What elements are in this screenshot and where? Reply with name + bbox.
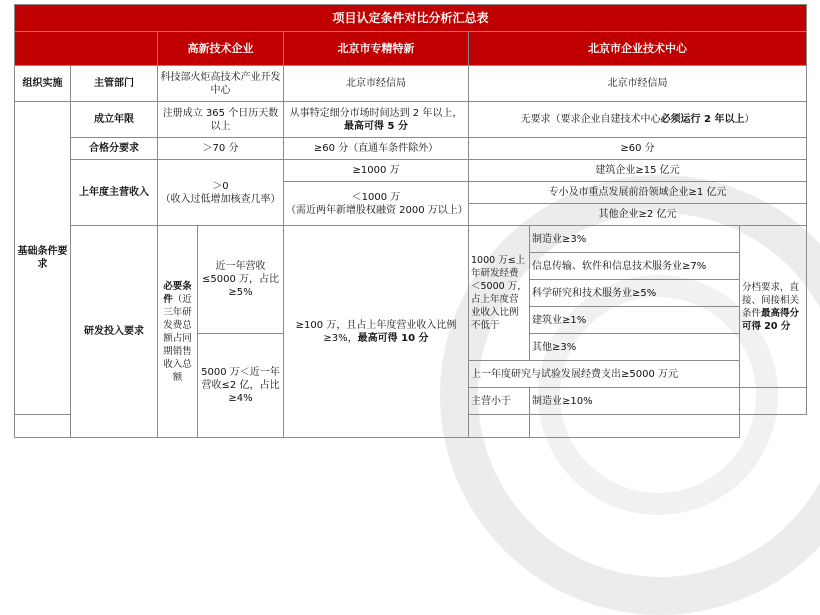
center-years-close: ）	[744, 114, 755, 125]
center-rd-note-continued	[740, 388, 807, 415]
center-years-text: 无要求（要求企业自建技术中心	[520, 114, 661, 125]
zjtx-revenue-2	[284, 182, 469, 226]
zjtx-authority: 北京市经信局	[284, 66, 469, 102]
header-blank	[15, 32, 158, 66]
rd-cond-bold: 必要条件	[163, 280, 192, 305]
center-rd-item-5: 其他≥3%	[530, 334, 740, 361]
center-rd-sub-item: 制造业≥10%	[530, 388, 740, 415]
center-rd-blank-c	[530, 415, 740, 438]
label-revenue: 上年度主营收入	[71, 160, 158, 226]
hightech-score: ＞70 分	[158, 138, 284, 160]
center-rd-note-bold: 最高得分可得 20 分	[742, 307, 800, 332]
group-org: 组织实施	[15, 66, 71, 102]
group-basic: 基础条件要求	[15, 102, 71, 415]
label-score: 合格分要求	[71, 138, 158, 160]
zjtx-rd-text: ≥100 万，且占上年度营业收入比例≥3%，	[295, 319, 457, 344]
zjtx-revenue-1: ≥1000 万	[284, 160, 469, 182]
center-rd-item-4: 建筑业≥1%	[530, 307, 740, 334]
row-years	[15, 102, 807, 138]
center-rd-item-3: 科学研究和技术服务业≥5%	[530, 280, 740, 307]
hightech-rd-tier-1: 近一年营收≤5000 万，占比≥5%	[198, 226, 284, 334]
center-rd-note-text: 分档要求，直接、间接相关条件	[742, 281, 800, 319]
center-rd-blank-b	[469, 415, 530, 438]
center-rd-item-2: 信息传输、软件和信息技术服务业≥7%	[530, 253, 740, 280]
center-rd-item-1: 制造业≥3%	[530, 226, 740, 253]
header-hightech: 高新技术企业	[158, 32, 284, 66]
hightech-rd-condition	[158, 226, 198, 438]
hightech-revenue-main: ＞0	[212, 180, 229, 192]
zjtx-rd	[284, 226, 469, 438]
header-row	[15, 32, 807, 66]
center-rd-note	[740, 226, 807, 388]
rd-cond-text: （近三年研发费总额占同期销售收入总额	[163, 293, 192, 383]
center-authority: 北京市经信局	[469, 66, 807, 102]
page-title: 项目认定条件对比分析汇总表	[15, 5, 807, 32]
center-rd-sub-label: 主营小于	[469, 388, 530, 415]
hightech-revenue-note: （收入过低增加核查几率）	[160, 193, 281, 205]
header-zjtx: 北京市专精特新	[284, 32, 469, 66]
hightech-authority: 科技部火炬高技术产业开发中心	[158, 66, 284, 102]
row-authority	[15, 66, 807, 102]
center-revenue-3: 其他企业≥2 亿元	[469, 204, 807, 226]
zjtx-years	[284, 102, 469, 138]
title-row	[15, 5, 807, 32]
zjtx-score: ≥60 分（直通车条件除外）	[284, 138, 469, 160]
label-years: 成立年限	[71, 102, 158, 138]
label-rd: 研发投入要求	[71, 226, 158, 438]
center-rd-condition: 1000 万≤上年研发经费＜5000 万，占上年度营业收入比例不低于	[469, 226, 530, 361]
header-tech-center: 北京市企业技术中心	[469, 32, 807, 66]
row-revenue-1	[15, 160, 807, 182]
center-rd-big: 上一年度研究与试验发展经费支出≥5000 万元	[469, 361, 740, 388]
center-score: ≥60 分	[469, 138, 807, 160]
zjtx-revenue-2-note: （需近两年新增股权融资 2000 万以上）	[286, 204, 468, 216]
center-rd-blank-a	[15, 415, 71, 438]
zjtx-revenue-2-main: ＜1000 万	[351, 191, 401, 203]
row-rd-1	[15, 226, 807, 253]
zjtx-rd-score: 最高可得 10 分	[357, 332, 429, 344]
label-authority: 主管部门	[71, 66, 158, 102]
hightech-years: 注册成立 365 个日历天数以上	[158, 102, 284, 138]
comparison-table	[14, 4, 807, 438]
hightech-rd-tier-2: 5000 万＜近一年营收≤2 亿，占比≥4%	[198, 334, 284, 438]
row-score	[15, 138, 807, 160]
zjtx-years-text: 从事特定细分市场时间达到 2 年以上，	[289, 107, 463, 119]
hightech-revenue	[158, 160, 284, 226]
center-revenue-2: 专小及市重点发展前沿领域企业≥1 亿元	[469, 182, 807, 204]
center-revenue-1: 建筑企业≥15 亿元	[469, 160, 807, 182]
center-years	[469, 102, 807, 138]
zjtx-years-score: 最高可得 5 分	[344, 120, 408, 132]
center-years-bold: 必须运行 2 年以上	[660, 114, 745, 125]
